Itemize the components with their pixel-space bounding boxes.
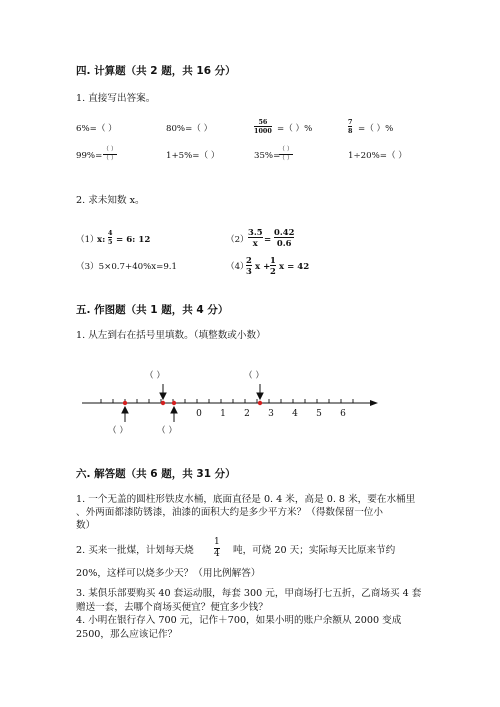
fraction-denominator: 8 [348,127,353,136]
calc-7-8-answer: =（ ）% [358,124,394,134]
problem-1-line-3: 数） [76,520,96,531]
calc-99-percent: 99%= [76,151,103,161]
arrowhead-up [122,407,128,413]
blank-fraction-99-percent: （ ） （ ） [103,146,117,162]
fraction-denominator: 1000 [254,127,272,136]
problem-1-line-1: 1. 一个无盖的圆柱形铁皮水桶，底面直径是 0. 4 米，高是 0. 8 米，要在水桶里 [76,494,416,505]
problem-2-rest: 吨，可烧 20 天；实际每天比原来节约 [233,545,396,556]
marked-point [172,401,176,405]
marked-point [161,401,165,405]
section5-title: 五. 作图题（共 1 题，共 4 分） [76,304,229,316]
equation-4-fraction-1: 2 3 [246,255,252,277]
number-line-label: 2 [244,409,250,419]
arrowhead-down [257,393,263,399]
q2-prompt: 2. 求未知数 x。 [76,195,145,206]
marked-point [123,401,127,405]
number-line-label: 0 [196,409,202,419]
calc-1-div-20-percent: 1÷20%=（ ） [348,151,407,161]
answer-blank-bottom-1: （ ） [108,426,128,436]
fraction-numerator: 7 [348,118,353,126]
equation-2-fraction-left: 3.5 x [248,227,263,249]
equation-3: （3）5×0.7+40%x=9.1 [76,262,178,272]
marked-point [258,401,262,405]
number-line-label: 4 [292,409,298,419]
fraction-7-8 [348,119,352,135]
equation-2-index: （2） [226,235,249,245]
equation-4-post: x = 42 [279,262,310,272]
number-line-label: 5 [316,409,322,419]
answer-blank-bottom-2: （ ） [157,426,177,436]
problem-3-line-1: 3. 某俱乐部要购买 40 套运动服，每套 300 元，甲商场打七五折，乙商场买 4 套 [76,588,422,599]
fraction-56-1000 [254,119,272,135]
problem-1-line-2: 、外两面都漆防锈漆，油漆的面积大约是多少平方米？（得数保留一位小 [76,507,383,518]
answer-blank-top-1: （ ） [145,371,165,381]
section5-q1-prompt: 1. 从左到右在括号里填数。（填整数或小数） [76,330,266,341]
equation-1-index: （1） [76,235,99,245]
problem-2-fraction: 1 4 [214,537,220,559]
number-line-label: 1 [220,409,226,419]
calc-6-percent: 6%=（ ） [76,124,117,134]
number-line-arrowhead [370,400,378,406]
blank-fraction-35-percent: （ ） （ ） [279,146,293,162]
section6-title: 六. 解答题（共 6 题，共 31 分） [76,468,236,480]
problem-4-line-1: 4. 小明在银行存入 700 元，记作＋700，如果小明的账户余额从 2000 变成 [76,615,402,626]
equation-2-fraction-right: 0.42 0.6 [274,227,295,249]
q1-prompt: 1. 直接写出答案。 [76,93,156,104]
calc-56-1000-answer: =（ ）% [277,124,313,134]
problem-2-line-2: 20%，这样可以烧多少天？（用比例解答） [76,568,261,579]
calc-35-percent: 35%= [254,151,281,161]
number-line-label: 3 [268,409,274,419]
problem-4-line-2: 2500，那么应该记作？ [76,629,178,640]
arrowhead-down [160,393,166,399]
arrowhead-up [171,407,177,413]
number-line-label: 6 [340,409,346,419]
fraction-numerator: 56 [258,118,268,126]
equation-1-fraction: 4 5 [108,229,113,247]
equation-4-fraction-2: 1 2 [270,255,276,277]
equation-4-mid: x + [255,262,271,272]
section4-title: 四. 计算题（共 2 题，共 16 分） [76,65,236,77]
answer-blank-top-2: （ ） [244,371,264,381]
problem-2-lead: 2. 买来一批煤，计划每天烧 [76,545,194,556]
calc-1-plus-5-percent: 1+5%=（ ） [166,151,220,161]
equation-1-pre: x: [97,235,106,245]
calc-80-percent: 80%=（ ） [166,124,213,134]
equation-1-post: = 6: 12 [116,235,151,245]
equation-4-index: （4） [226,262,249,272]
equation-2-equals: = [264,235,272,245]
problem-3-line-2: 赠送一套，去哪个商场买便宜？便宜多少钱？ [76,602,268,613]
